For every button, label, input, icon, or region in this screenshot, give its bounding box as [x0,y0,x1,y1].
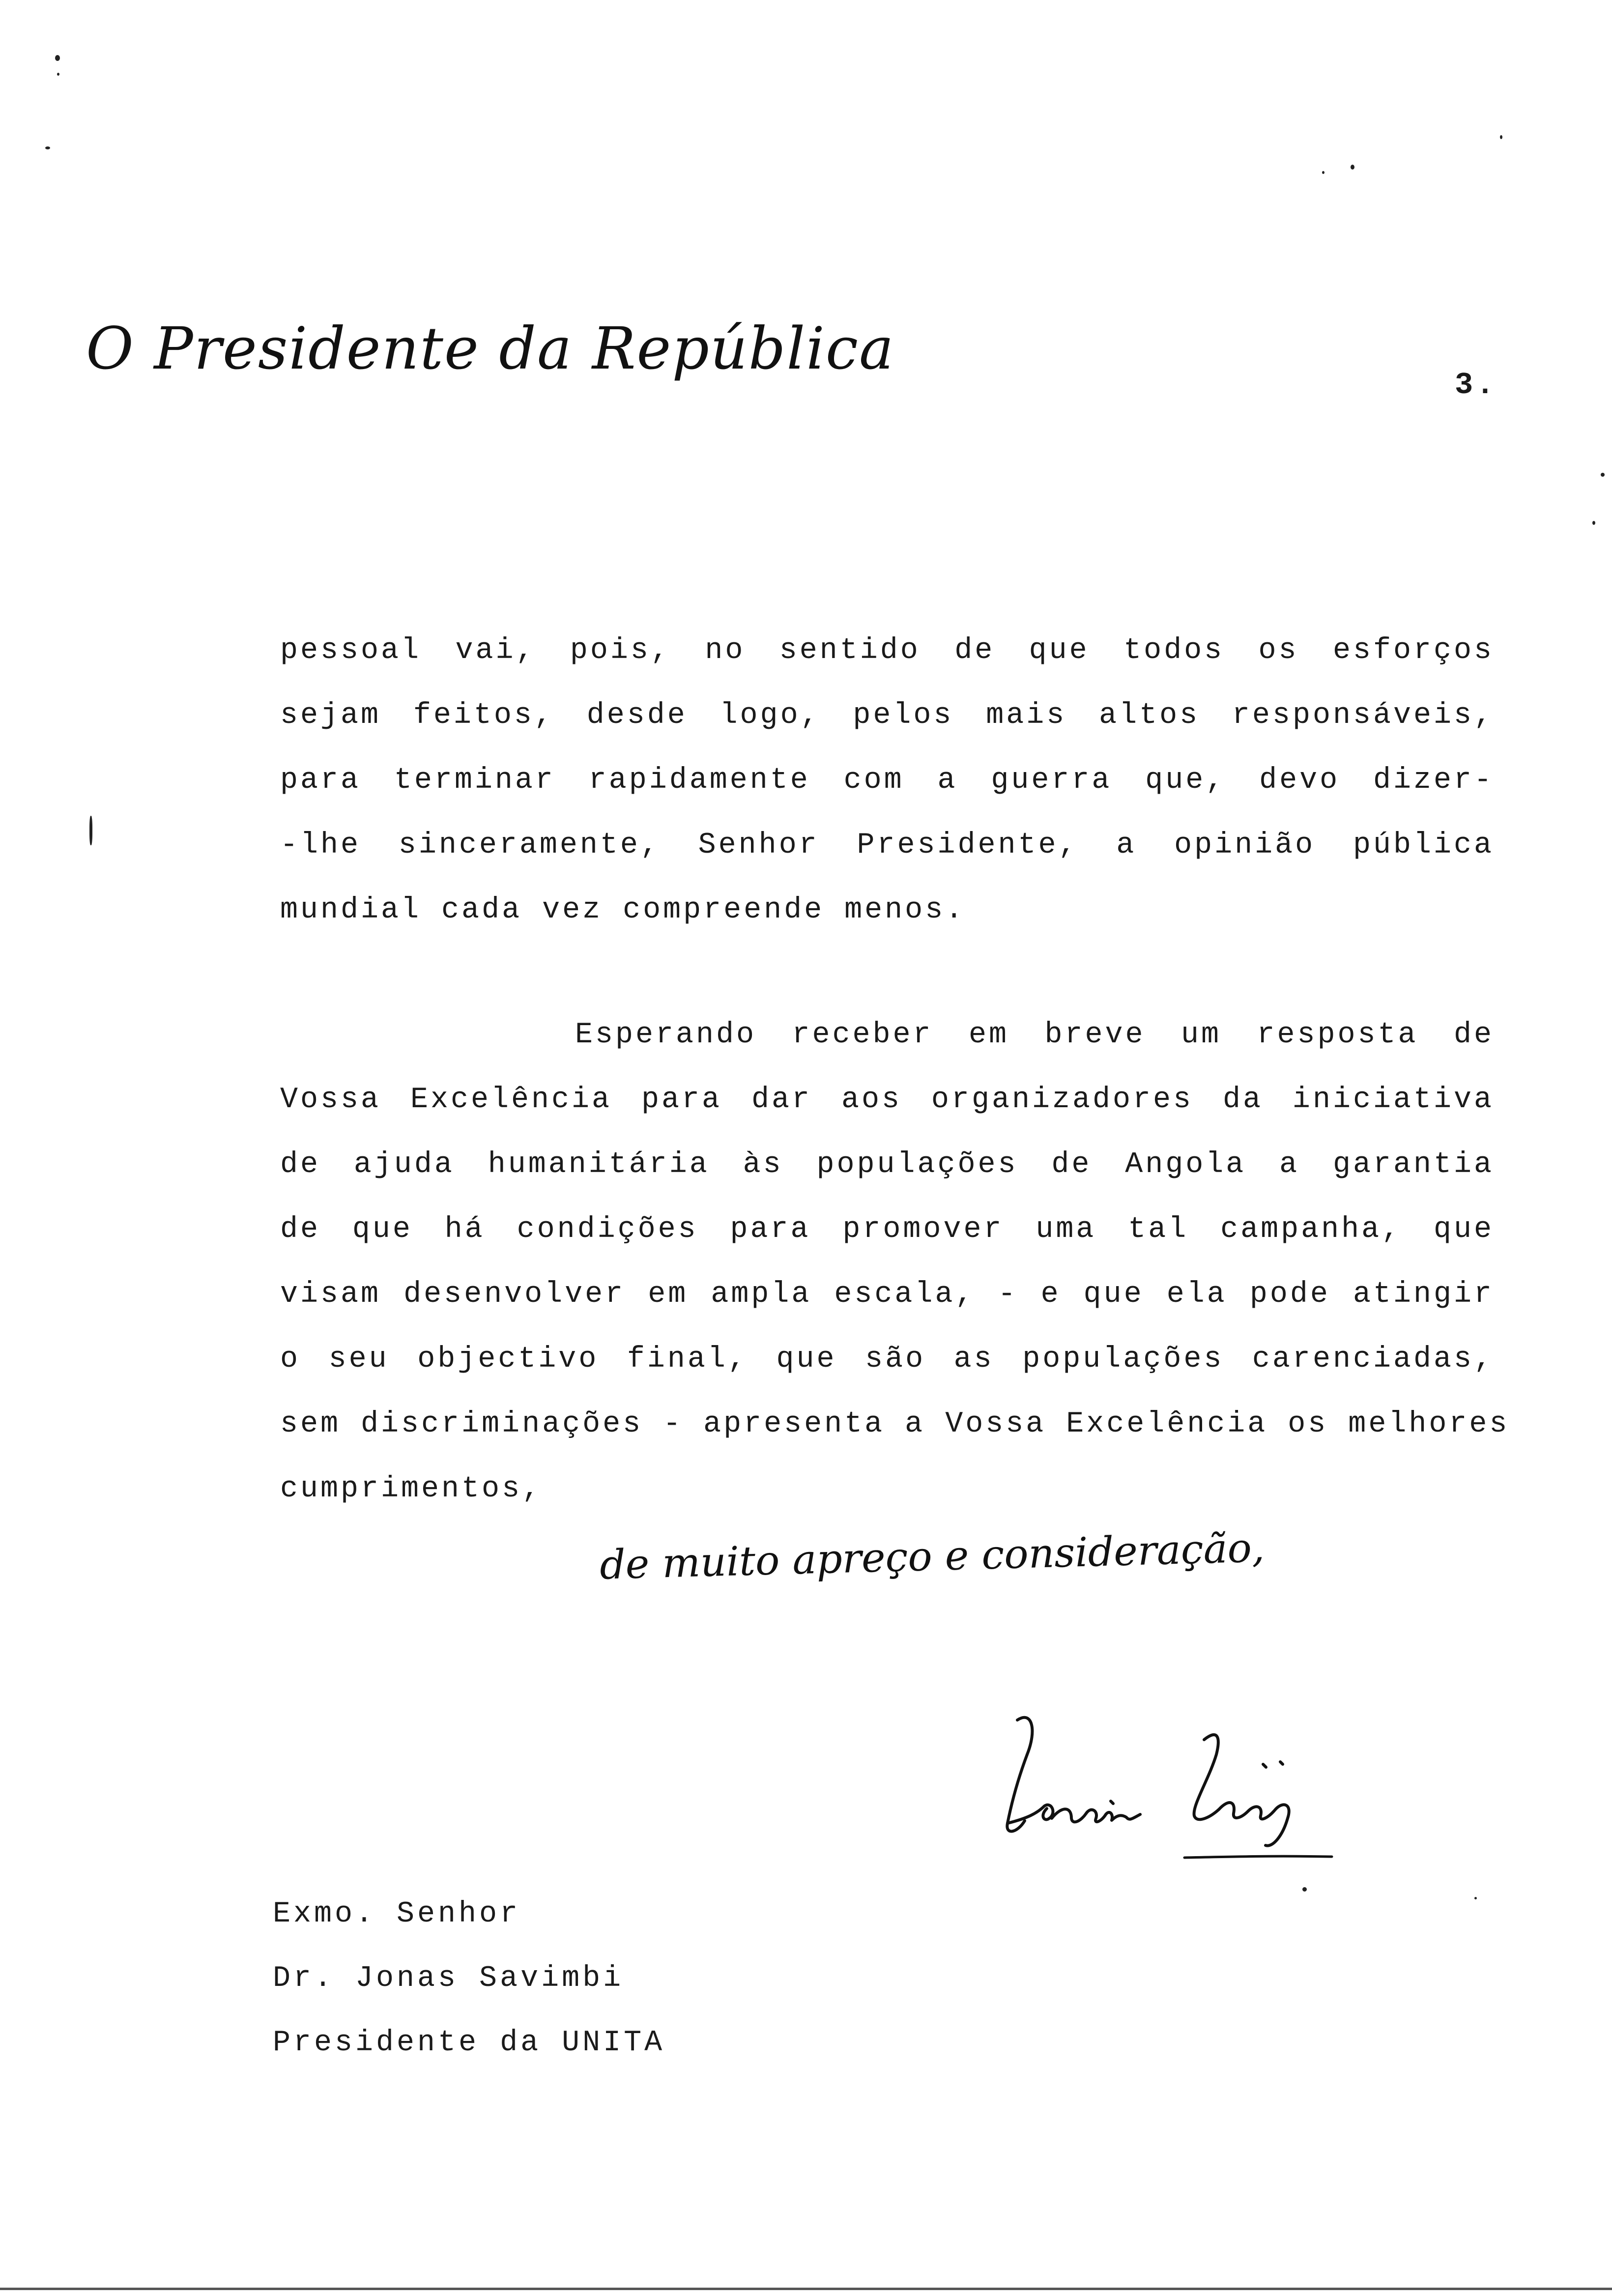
body-paragraph-1 [280,618,1494,943]
handwritten-closing: de muito apreço e consideração, [599,1524,1266,1589]
signature-image [998,1700,1352,1877]
paragraph-line: de que há condições para promover uma tal campanha, que [280,1213,1494,1246]
paragraph-line: cumprimentos, [280,1472,543,1506]
scan-speck [55,55,60,61]
paragraph-line: o seu objectivo final, que são as populações carenciadas, [280,1343,1494,1376]
scan-bottom-edge [0,2288,1612,2290]
paragraph-line: sejam feitos, desde logo, pelos mais altos responsáveis, [280,699,1494,732]
paragraph-line: -lhe sinceramente, Senhor Presidente, a opinião pública [280,829,1494,862]
scan-speck [1302,1887,1307,1892]
scan-speck [1351,165,1354,170]
paragraph-line: para terminar rapidamente com a guerra que, devo dizer- [280,764,1494,797]
scan-speck [57,73,59,76]
scan-speck [1500,135,1502,139]
scan-speck [1474,1897,1477,1899]
paragraph-line: Esperando receber em breve um resposta de [575,1018,1494,1052]
body-paragraph-2 [280,1003,1510,1521]
paragraph-line: Vossa Excelência para dar aos organizadores da iniciativa [280,1083,1494,1117]
scan-speck [1601,473,1605,477]
letterhead-title: O Presidente da República [86,315,895,382]
addressee-title: Presidente da UNITA [273,2026,665,2060]
page-number: 3. [1455,368,1497,402]
paragraph-line: pessoal vai, pois, no sentido de que todos os esforços [280,634,1494,667]
paragraph-line: mundial cada vez compreende menos. [280,893,966,927]
scan-speck [45,146,50,149]
addressee-name: Dr. Jonas Savimbi [273,1962,624,1995]
scan-speck [1322,171,1324,174]
addressee-salutation: Exmo. Senhor [273,1897,521,1931]
paragraph-line: de ajuda humanitária às populações de Angola a garantia [280,1148,1494,1181]
scan-speck [89,816,92,845]
paragraph-line: visam desenvolver em ampla escala, - e que ela pode atingir [280,1278,1494,1311]
paragraph-line: sem discriminações - apresenta a Vossa Excelência os melhores [280,1407,1510,1441]
addressee-block [273,1882,665,2075]
scan-speck [1592,521,1595,525]
